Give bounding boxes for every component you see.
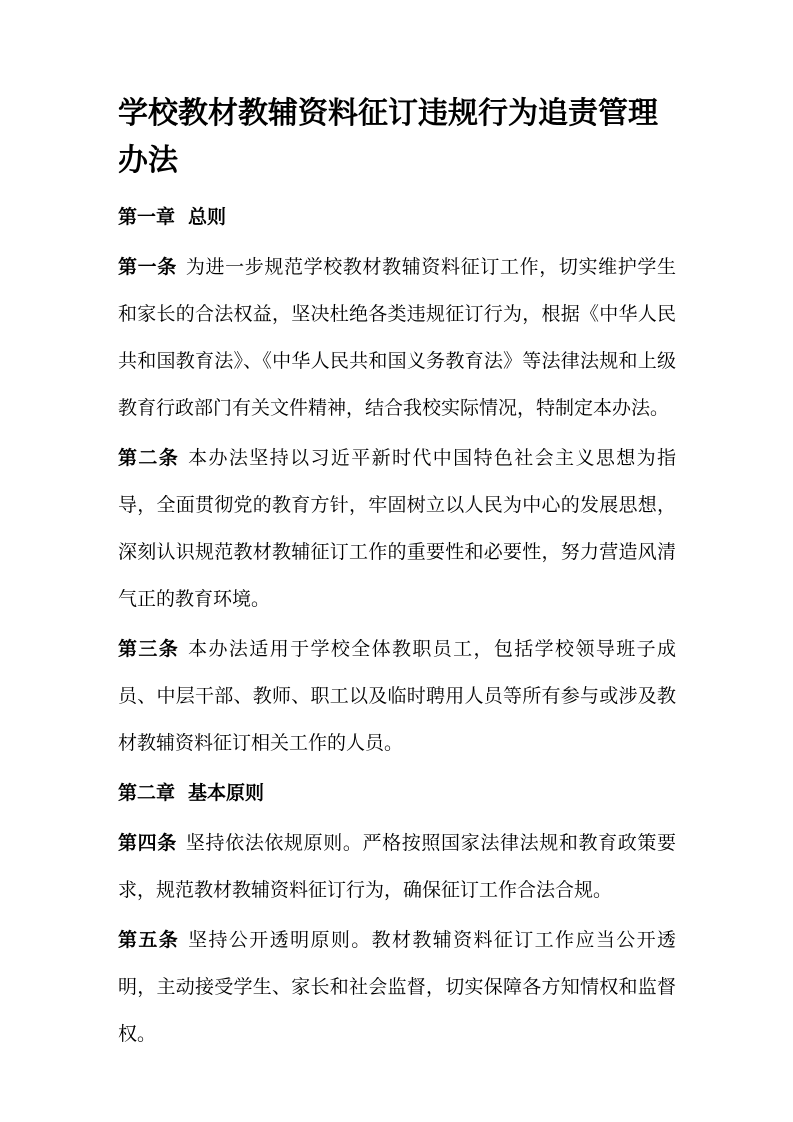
chapter-heading-1 [118, 194, 676, 241]
article-label: 第四条 [118, 833, 177, 854]
article-paragraph-2 [118, 435, 676, 623]
article-label: 第二条 [118, 448, 180, 469]
article-label: 第三条 [118, 639, 180, 660]
article-text: 为进一步规范学校教材教辅资料征订工作，切实维护学生和家长的合法权益，坚决杜绝各类违规征订行为，根据《中华人民共和国教育法》、《中华人民共和国义务教育法》等法律法规和上级教育行政部门有关文件精神，结合我校实际情况，特制定本办法。 [118, 257, 676, 419]
article-text: 本办法坚持以习近平新时代中国特色社会主义思想为指导，全面贯彻党的教育方针，牢固树立以人民为中心的发展思想，深刻认识规范教材教辅征订工作的重要性和必要性，努力营造风清气正的教育环境。 [118, 448, 676, 610]
article-paragraph-4 [118, 820, 676, 914]
chapter-label: 第一章 [118, 207, 176, 228]
article-label: 第五条 [118, 930, 180, 951]
document-title: 学校教材教辅资料征订违规行为追责管理办法 [118, 97, 658, 177]
chapter-title: 总则 [188, 207, 227, 228]
article-text: 坚持公开透明原则。教材教辅资料征订工作应当公开透明，主动接受学生、家长和社会监督，切实保障各方知情权和监督权。 [118, 930, 676, 1045]
chapter-title: 基本原则 [188, 783, 265, 804]
article-paragraph-3 [118, 626, 676, 767]
article-paragraph-5 [118, 917, 676, 1058]
article-label: 第一条 [118, 257, 177, 278]
article-text: 本办法适用于学校全体教职员工，包括学校领导班子成员、中层干部、教师、职工以及临时聘用人员等所有参与或涉及教材教辅资料征订相关工作的人员。 [118, 639, 676, 754]
chapter-heading-2 [118, 770, 676, 817]
article-text: 坚持依法依规原则。严格按照国家法律法规和教育政策要求，规范教材教辅资料征订行为，确保征订工作合法合规。 [118, 833, 676, 901]
chapter-label: 第二章 [118, 783, 176, 804]
article-paragraph-1 [118, 244, 676, 432]
